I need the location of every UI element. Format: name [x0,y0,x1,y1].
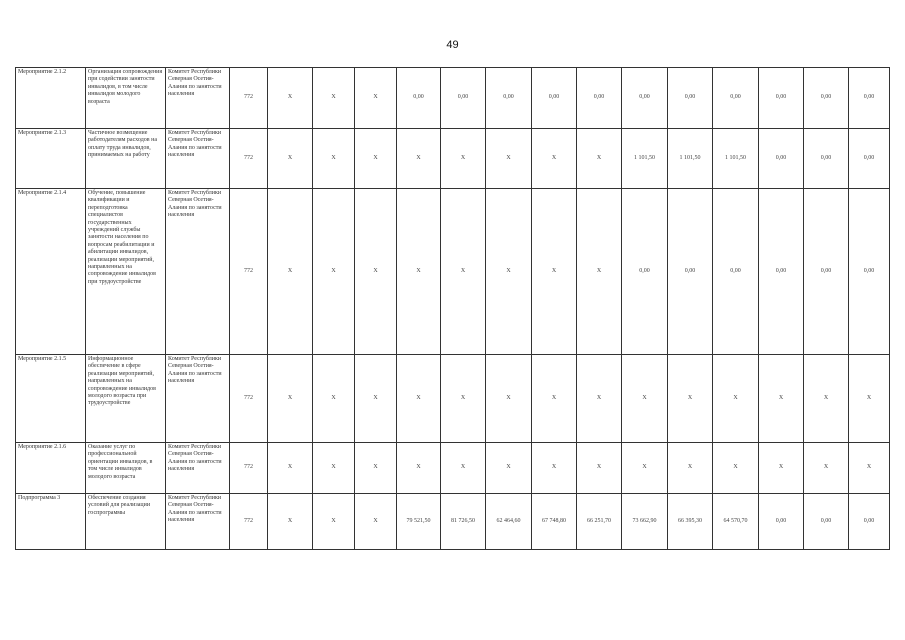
value-cell: Х [268,443,313,494]
table-row [16,443,890,494]
value-cell: 0,00 [804,189,849,355]
value-cell: 0,00 [759,494,804,550]
value-cell: 0,00 [441,68,486,129]
value-cell: Х [268,355,313,443]
value-cell: Х [268,494,313,550]
value-cell: Х [849,443,890,494]
value-cell: Х [441,355,486,443]
value-cell: Х [441,443,486,494]
value-cell: 0,00 [713,189,759,355]
value-cell: Х [577,443,622,494]
value-cell: Х [355,443,397,494]
value-cell: Х [759,443,804,494]
value-cell: 0,00 [804,129,849,189]
value-cell: Х [313,68,355,129]
value-cell: 0,00 [668,189,713,355]
value-cell: Х [441,129,486,189]
event-cell: Мероприятие 2.1.4 [16,189,86,355]
value-cell: Х [622,443,668,494]
value-cell: Х [397,189,441,355]
code-cell: 772 [230,443,268,494]
description-cell: Обеспечение создания условий для реализации госпрограммы [86,494,166,550]
value-cell: 0,00 [849,129,890,189]
description-cell: Обучение, повышение квалификации и переподготовка специалистов государственных учреждений службы занятости населения по вопросам реабилитации и абилитации инвалидов, реализации мероприятий, направленных на сопровождение инвалидов при трудоустройстве [86,189,166,355]
value-cell: Х [532,443,577,494]
value-cell: Х [532,355,577,443]
value-cell: 1 101,50 [668,129,713,189]
value-cell: Х [759,355,804,443]
value-cell: 0,00 [622,189,668,355]
value-cell: 73 662,90 [622,494,668,550]
value-cell: 64 570,70 [713,494,759,550]
value-cell: Х [532,189,577,355]
value-cell: Х [313,189,355,355]
event-cell: Мероприятие 2.1.6 [16,443,86,494]
value-cell: 0,00 [759,189,804,355]
value-cell: Х [486,129,532,189]
value-cell: Х [397,355,441,443]
value-cell: 79 521,50 [397,494,441,550]
value-cell: 0,00 [622,68,668,129]
code-cell: 772 [230,189,268,355]
executor-cell: Комитет Республики Северная Осетия-Алания по занятости населения [166,443,230,494]
value-cell: Х [397,443,441,494]
table-row [16,189,890,355]
value-cell: Х [668,355,713,443]
value-cell: 0,00 [577,68,622,129]
value-cell: Х [577,189,622,355]
value-cell: Х [486,189,532,355]
event-cell: Мероприятие 2.1.3 [16,129,86,189]
executor-cell: Комитет Республики Северная Осетия-Алания по занятости населения [166,189,230,355]
table-row [16,494,890,550]
value-cell: 0,00 [397,68,441,129]
value-cell: Х [668,443,713,494]
value-cell: Х [441,189,486,355]
page-number: 49 [446,39,459,51]
value-cell: Х [397,129,441,189]
value-cell: 0,00 [804,494,849,550]
value-cell: Х [268,189,313,355]
description-cell: Частичное возмещение работодателям расходов на оплату труда инвалидов, принимаемых на работу [86,129,166,189]
value-cell: Х [849,355,890,443]
value-cell: Х [355,355,397,443]
value-cell: Х [313,355,355,443]
description-cell: Информационное обеспечение в сфере реализации мероприятий, направленных на сопровождение инвалидов молодого возраста при трудоустройстве [86,355,166,443]
value-cell: 0,00 [849,68,890,129]
value-cell: 66 251,70 [577,494,622,550]
value-cell: 1 101,50 [622,129,668,189]
value-cell: Х [577,355,622,443]
event-cell: Подпрограмма 3 [16,494,86,550]
value-cell: Х [355,494,397,550]
value-cell: Х [486,355,532,443]
code-cell: 772 [230,494,268,550]
code-cell: 772 [230,355,268,443]
value-cell: 0,00 [486,68,532,129]
executor-cell: Комитет Республики Северная Осетия-Алания по занятости населения [166,68,230,129]
value-cell: Х [313,443,355,494]
value-cell: 81 726,50 [441,494,486,550]
value-cell: 0,00 [713,68,759,129]
value-cell: Х [713,355,759,443]
value-cell: Х [355,68,397,129]
value-cell: Х [355,189,397,355]
table-row [16,355,890,443]
table-row [16,129,890,189]
value-cell: Х [804,443,849,494]
value-cell: 0,00 [532,68,577,129]
description-cell: Оказание услуг по профессиональной ориентации инвалидов, в том числе инвалидов молодого возраста [86,443,166,494]
description-cell: Организация сопровождения при содействии занятости инвалидов, в том числе инвалидов молодого возраста [86,68,166,129]
value-cell: Х [486,443,532,494]
value-cell: Х [355,129,397,189]
value-cell: 1 101,50 [713,129,759,189]
value-cell: Х [713,443,759,494]
value-cell: Х [268,129,313,189]
value-cell: Х [577,129,622,189]
value-cell: 0,00 [759,68,804,129]
value-cell: Х [622,355,668,443]
value-cell: 0,00 [849,494,890,550]
executor-cell: Комитет Республики Северная Осетия-Алания по занятости населения [166,355,230,443]
value-cell: Х [313,129,355,189]
value-cell: 66 395,30 [668,494,713,550]
value-cell: Х [268,68,313,129]
value-cell: Х [313,494,355,550]
value-cell: Х [804,355,849,443]
code-cell: 772 [230,129,268,189]
value-cell: 0,00 [849,189,890,355]
value-cell: 0,00 [668,68,713,129]
executor-cell: Комитет Республики Северная Осетия-Алания по занятости населения [166,129,230,189]
value-cell: 0,00 [804,68,849,129]
executor-cell: Комитет Республики Северная Осетия-Алания по занятости населения [166,494,230,550]
code-cell: 772 [230,68,268,129]
value-cell: Х [532,129,577,189]
value-cell: 67 748,80 [532,494,577,550]
value-cell: 0,00 [759,129,804,189]
value-cell: 62 464,60 [486,494,532,550]
event-cell: Мероприятие 2.1.5 [16,355,86,443]
budget-table [15,67,890,550]
table-row [16,68,890,129]
event-cell: Мероприятие 2.1.2 [16,68,86,129]
